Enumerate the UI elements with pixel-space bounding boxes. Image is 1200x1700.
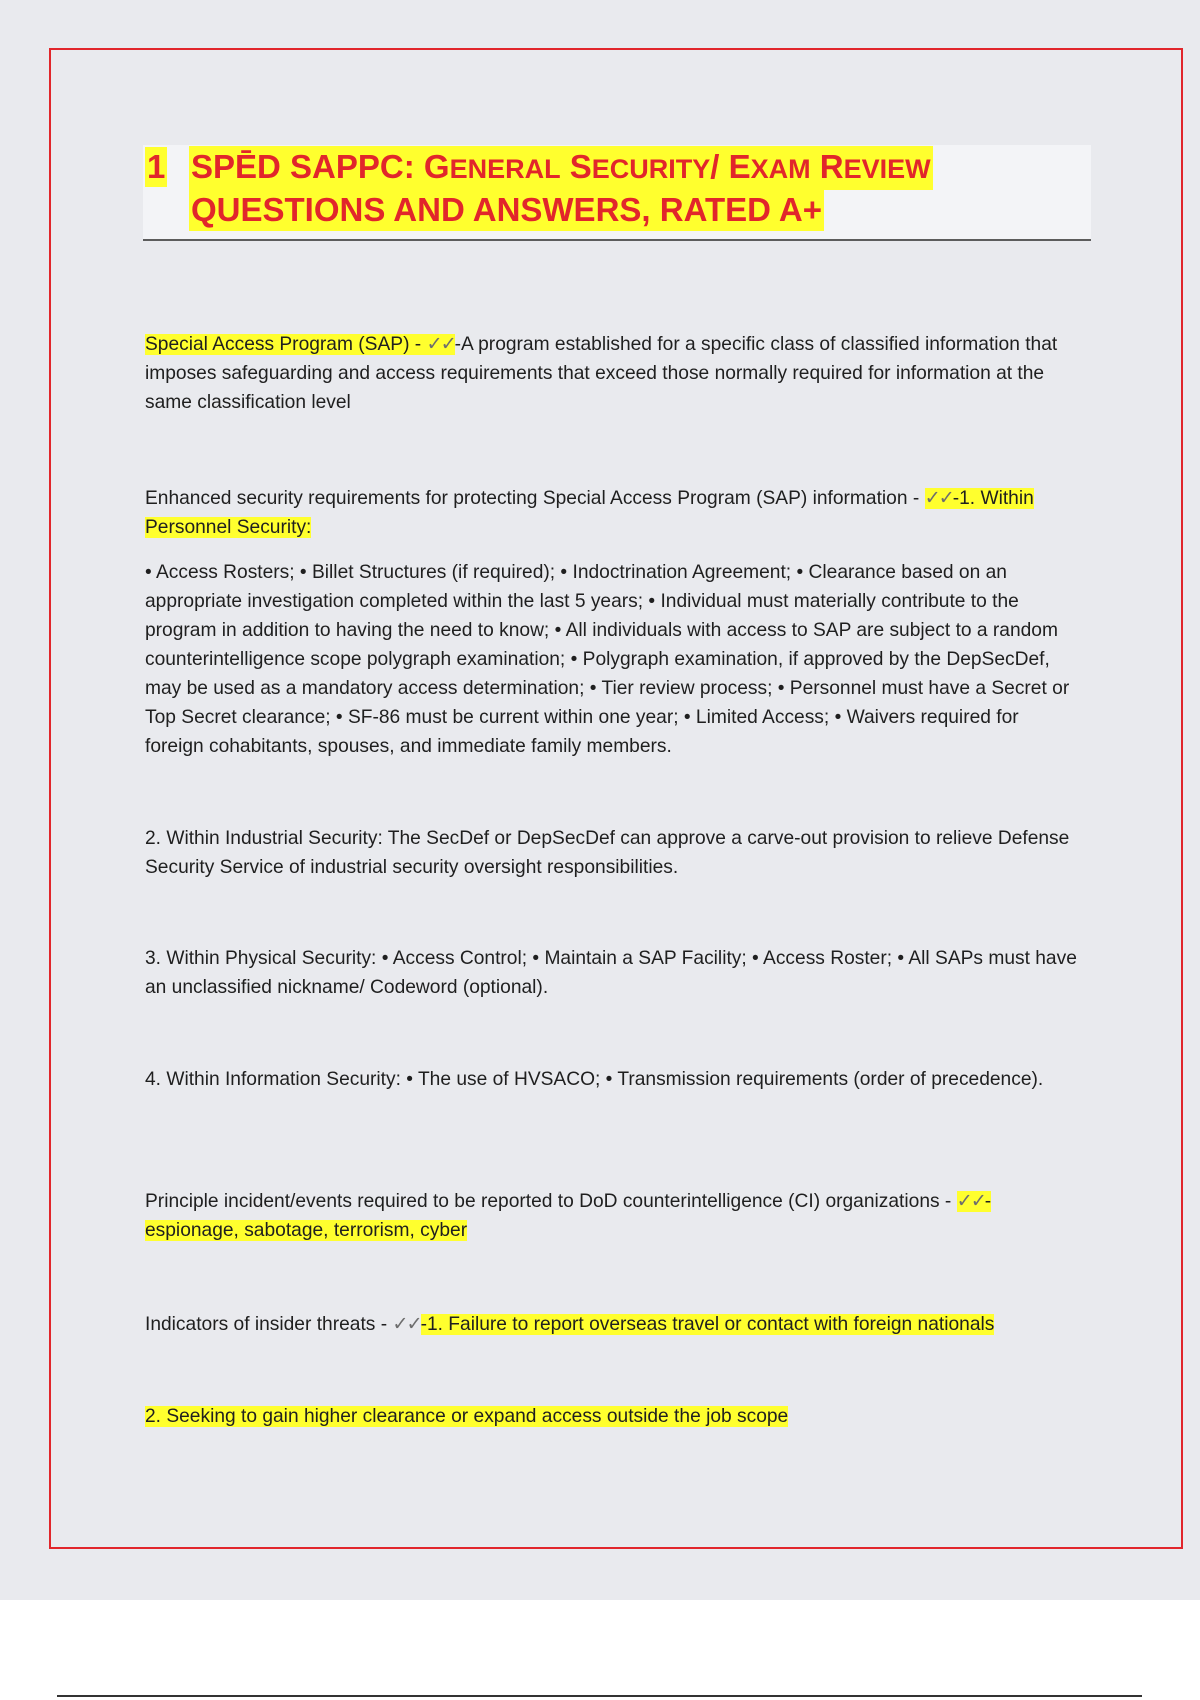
entry-industrial: 2. Within Industrial Security: The SecDef or DepSecDef can approve a carve-out provision to relieve Defense Security Service of industrial security oversight responsibilities. xyxy=(145,828,1070,878)
entry-physical: 3. Within Physical Security: • Access Control; • Maintain a SAP Facility; • Access Roster; • All SAPs must have an unclassified nickname/ Codeword (optional). xyxy=(145,948,1077,998)
footer-rule xyxy=(57,1695,1142,1697)
entry-information: 4. Within Information Security: • The use of HVSACO; • Transmission requirements (order of precedence). xyxy=(145,1069,1044,1090)
answer-ci: ✓✓-espionage, sabotage, terrorism, cyber xyxy=(145,1191,992,1241)
entry-enhanced: Enhanced security requirements for protecting Special Access Program (SAP) information - ✓✓-1. Within Personnel Security: xyxy=(145,488,1034,538)
answer-personnel: ✓✓-1. Within Personnel Security: xyxy=(145,488,1034,538)
answer-insider-2: 2. Seeking to gain higher clearance or expand access outside the job scope xyxy=(145,1406,789,1427)
checkmark-icon: ✓✓ xyxy=(956,1191,985,1212)
answer-insider-1: -1. Failure to report overseas travel or contact with foreign nationals xyxy=(420,1314,995,1335)
checkmark-icon: ✓✓ xyxy=(924,488,953,509)
entry-ci: Principle incident/events required to be reported to DoD counterintelligence (CI) organizations - ✓✓-espionage, sabotage, terrorism, cyber xyxy=(145,1191,992,1241)
entry-insider: Indicators of insider threats - ✓✓-1. Failure to report overseas travel or contact with foreign nationals xyxy=(145,1314,995,1335)
checkmark-icon: ✓✓ xyxy=(392,1314,421,1335)
personnel-bullets: • Access Rosters; • Billet Structures (if required); • Indoctrination Agreement; • Clearance based on an appropriate investigation completed within the last 5 years; • Individual must materially contribute to the program in addition to having the need to know; • All individuals with access to SAP are subject to a random counterintelligence scope polygraph examination; • Polygraph examination, if approved by the DepSecDef, may be used as a mandatory access determination; • Tier review process; • Personnel must have a Secret or Top Secret clearance; • SF-86 must be current within one year; • Limited Access; • Waivers required for foreign cohabitants, spouses, and immediate family members. xyxy=(145,562,1070,757)
checkmark-icon: ✓✓ xyxy=(426,334,455,355)
entry-sap: Special Access Program (SAP) - ✓✓-A program established for a specific class of classified information that imposes safeguarding and access requirements that exceed those normally required for information at the same classification level xyxy=(145,334,1058,413)
page-title-line1: SPĒD SAPPC: GENERAL SECURITY/ EXAM REVIEW xyxy=(189,146,933,190)
entry-insider-2 xyxy=(145,1402,1080,1431)
term-sap: Special Access Program (SAP) - ✓✓ xyxy=(145,334,455,355)
title-number: 1 xyxy=(147,148,166,185)
page-title-line2: QUESTIONS AND ANSWERS, RATED A+ xyxy=(189,189,824,231)
